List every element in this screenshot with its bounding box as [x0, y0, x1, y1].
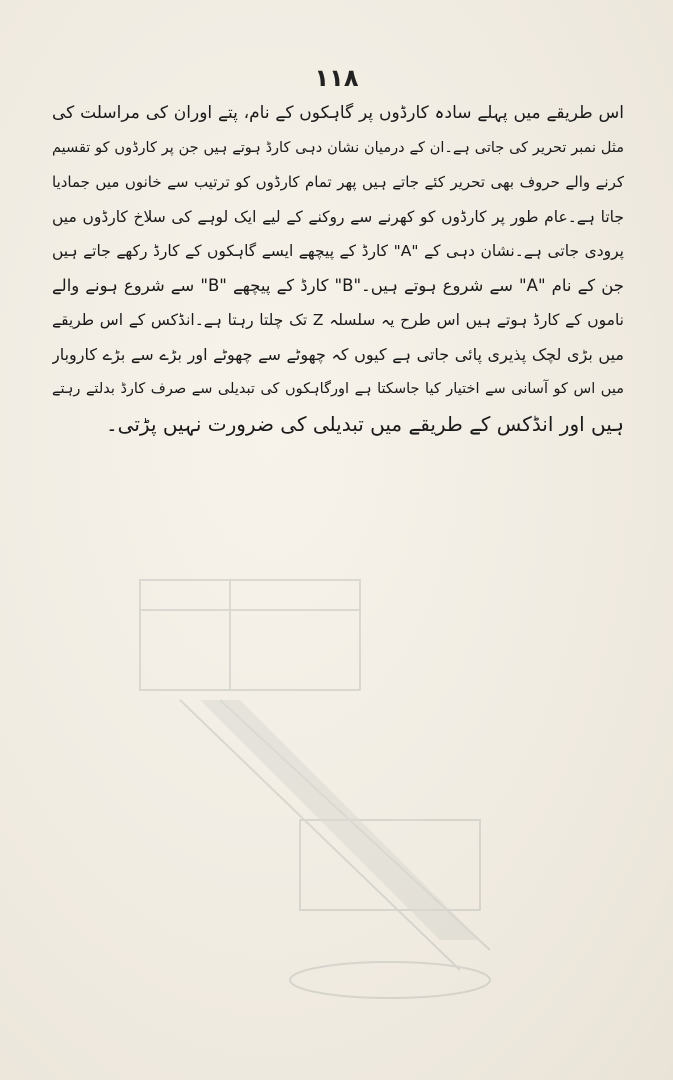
text-line: میں اس کو آسانی سے اختیار کیا جاسکتا ہے اورگاہکوں کی تبدیلی سے صرف کارڈ بدلتے رہتے [52, 381, 624, 397]
body-paragraph [52, 96, 624, 441]
text-line: مثل نمبر تحریر کی جاتی ہے۔ان کے درمیان نشان دہی کارڈ ہوتے ہیں جن پر کارڈوں کو تقسیم [52, 139, 624, 156]
text-line: جن کے نام "A" سے شروع ہوتے ہیں۔"B" کارڈ کے پیچھے "B" سے شروع ہونے والے [52, 275, 624, 295]
text-line: جاتا ہے۔عام طور پر کارڈوں کو کھرنے سے روکنے کے لیے ایک لوہے کی سلاخ کارڈوں میں [52, 207, 624, 226]
text-line: ہیں اور انڈکس کے طریقے میں تبدیلی کی ضرورت نہیں پڑتی۔ [105, 411, 624, 436]
text-line: کرنے والے حروف بھی تحریر کئے جاتے ہیں پھر تمام کارڈوں کو ترتیب سے خانوں میں جمادیا [52, 173, 624, 191]
show-through-figure [100, 550, 520, 1010]
text-line: اس طریقے میں پہلے سادہ کارڈوں پر گاہکوں کے نام، پتے اوران کی مراسلت کی [52, 103, 624, 123]
text-line: میں بڑی لچک پذیری پائی جاتی ہے کیوں کہ چھوٹے سے چھوٹے اور بڑے سے بڑے کاروبار [52, 344, 624, 364]
text-line: پرودی جاتی ہے۔نشان دہی کے "A" کارڈ کے پیچھے ایسے گاہکوں کے کارڈ رکھے جاتے ہیں [52, 242, 624, 260]
page-number: ۱۱۸ [314, 64, 359, 92]
text-line: ناموں کے کارڈ ہوتے ہیں اس طرح یہ سلسلہ Z تک چلتا رہتا ہے۔انڈکس کے اس طریقے [52, 311, 624, 329]
